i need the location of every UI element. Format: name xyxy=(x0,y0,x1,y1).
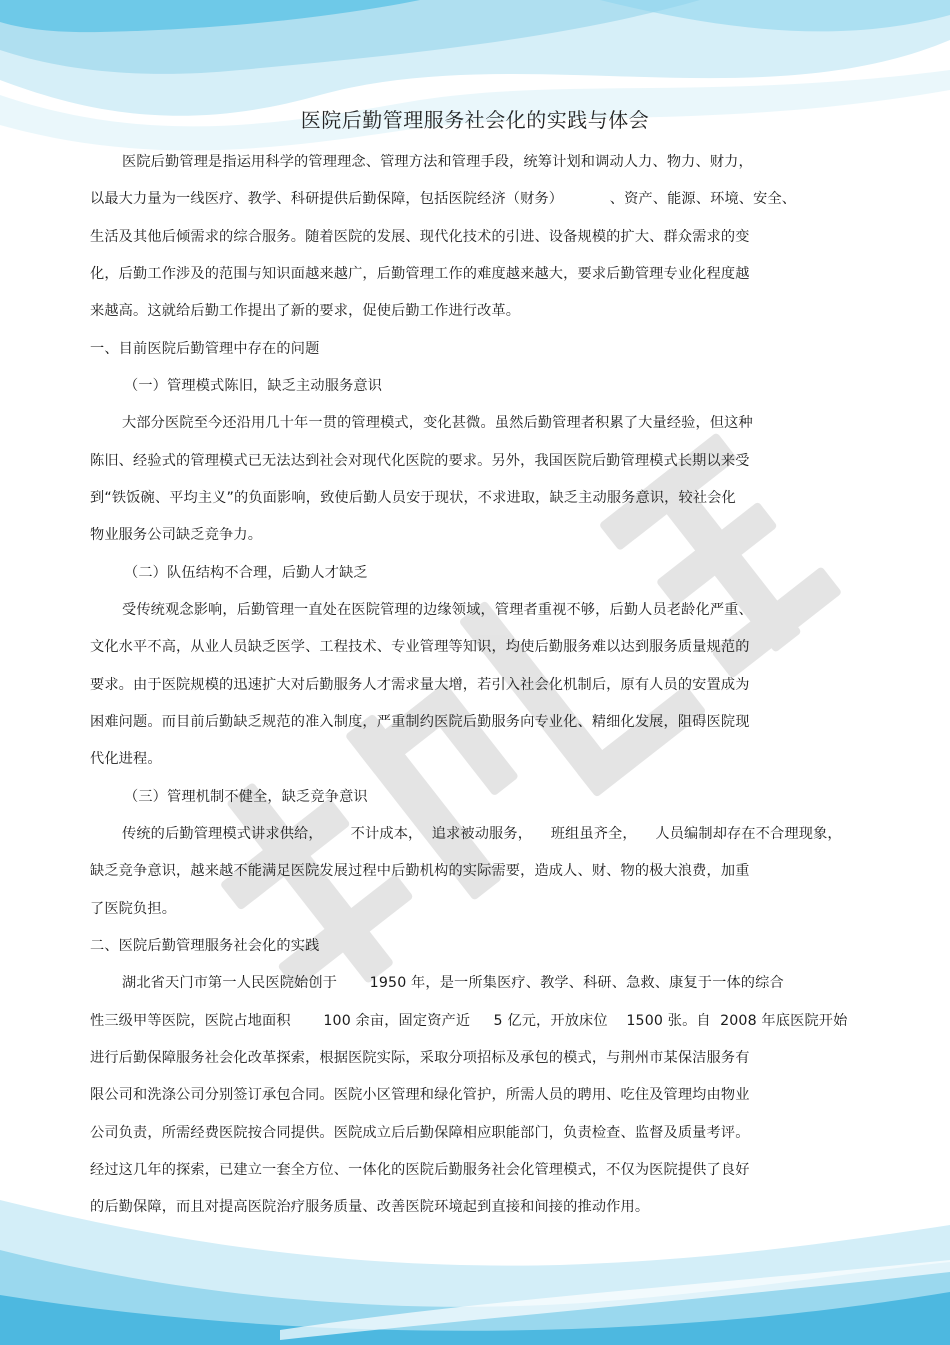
paragraph-line: 代化进程。 xyxy=(90,751,162,767)
paragraph-line: 进行后勤保障服务社会化改革探索，根据医院实际，采取分项招标及承包的模式，与荆州市某保洁服务有 xyxy=(90,1050,750,1066)
paragraph-line: 了医院负担。 xyxy=(90,901,177,917)
paragraph-line: 性三级甲等医院，医院占地面积 100 余亩，固定资产近 5 亿元，开放床位 1500 张。自 2008 年底医院开始 xyxy=(90,1013,848,1029)
paragraph-line: 以最大力量为一线医疗、教学、科研提供后勤保障，包括医院经济（财务） 、资产、能源、环境、安全、 xyxy=(90,191,797,207)
paragraph-line: 医院后勤管理是指运用科学的管理理念、管理方法和管理手段，统筹计划和调动人力、物力、财力， xyxy=(122,154,753,170)
paragraph-line: 物业服务公司缺乏竞争力。 xyxy=(90,527,263,543)
paragraph-line: 要求。由于医院规模的迅速扩大对后勤服务人才需求量大增，若引入社会化机制后，原有人员的安置成为 xyxy=(90,677,750,693)
paragraph-line: 生活及其他后倾需求的综合服务。随着医院的发展、现代化技术的引进、设备规模的扩大、群众需求的变 xyxy=(90,229,750,245)
paragraph-line: 到“铁饭碗、平均主义”的负面影响，致使后勤人员安于现状，不求进取，缺乏主动服务意识，较社会化 xyxy=(90,490,736,506)
paragraph-line: 困难问题。而目前后勤缺乏规范的准入制度，严重制约医院后勤服务向专业化、精细化发展，阻碍医院现 xyxy=(90,714,750,730)
paragraph-line: 陈旧、经验式的管理模式已无法达到社会对现代化医院的要求。另外，我国医院后勤管理模式长期以来受 xyxy=(90,453,750,469)
subsection-heading: （二）队伍结构不合理，后勤人才缺乏 xyxy=(124,565,368,581)
section-heading: 一、目前医院后勤管理中存在的问题 xyxy=(90,341,320,357)
section-heading: 二、医院后勤管理服务社会化的实践 xyxy=(90,938,320,954)
paragraph-line: 大部分医院至今还沿用几十年一贯的管理模式，变化甚微。虽然后勤管理者积累了大量经验，但这种 xyxy=(122,415,753,431)
paragraph-line: 文化水平不高，从业人员缺乏医学、工程技术、专业管理等知识，均使后勤服务难以达到服务质量规范的 xyxy=(90,639,750,655)
subsection-heading: （三）管理机制不健全，缺乏竞争意识 xyxy=(124,789,368,805)
paragraph-line: 限公司和洗涤公司分别签订承包合同。医院小区管理和绿化管护，所需人员的聘用、吃住及管理均由物业 xyxy=(90,1087,750,1103)
document-title: 医院后勤管理服务社会化的实践与体会 xyxy=(300,108,650,132)
paragraph-line: 缺乏竞争意识，越来越不能满足医院发展过程中后勤机构的实际需要，造成人、财、物的极大浪费，加重 xyxy=(90,863,750,879)
subsection-heading: （一）管理模式陈旧，缺乏主动服务意识 xyxy=(124,378,383,394)
paragraph-line: 湖北省天门市第一人民医院始创于 1950 年，是一所集医疗、教学、科研、急救、康复于一体的综合 xyxy=(122,975,784,991)
paragraph-line: 经过这几年的探索，已建立一套全方位、一体化的医院后勤服务社会化管理模式，不仅为医院提供了良好 xyxy=(90,1162,750,1178)
paragraph-line: 来越高。这就给后勤工作提出了新的要求，促使后勤工作进行改革。 xyxy=(90,303,521,319)
paragraph-line: 受传统观念影响，后勤管理一直处在医院管理的边缘领域，管理者重视不够，后勤人员老龄化严重、 xyxy=(122,602,753,618)
paragraph-line: 传统的后勤管理模式讲求供给， 不计成本， 追求被动服务， 班组虽齐全， 人员编制却存在不合理现象， xyxy=(122,826,842,842)
paragraph-line: 公司负责，所需经费医院按合同提供。医院成立后后勤保障相应职能部门，负责检查、监督及质量考评。 xyxy=(90,1125,750,1141)
paragraph-line: 化，后勤工作涉及的范围与知识面越来越广，后勤管理工作的难度越来越大，要求后勤管理专业化程度越 xyxy=(90,266,750,282)
paragraph-line: 的后勤保障，而且对提高医院治疗服务质量、改善医院环境起到直接和间接的推动作用。 xyxy=(90,1199,650,1215)
